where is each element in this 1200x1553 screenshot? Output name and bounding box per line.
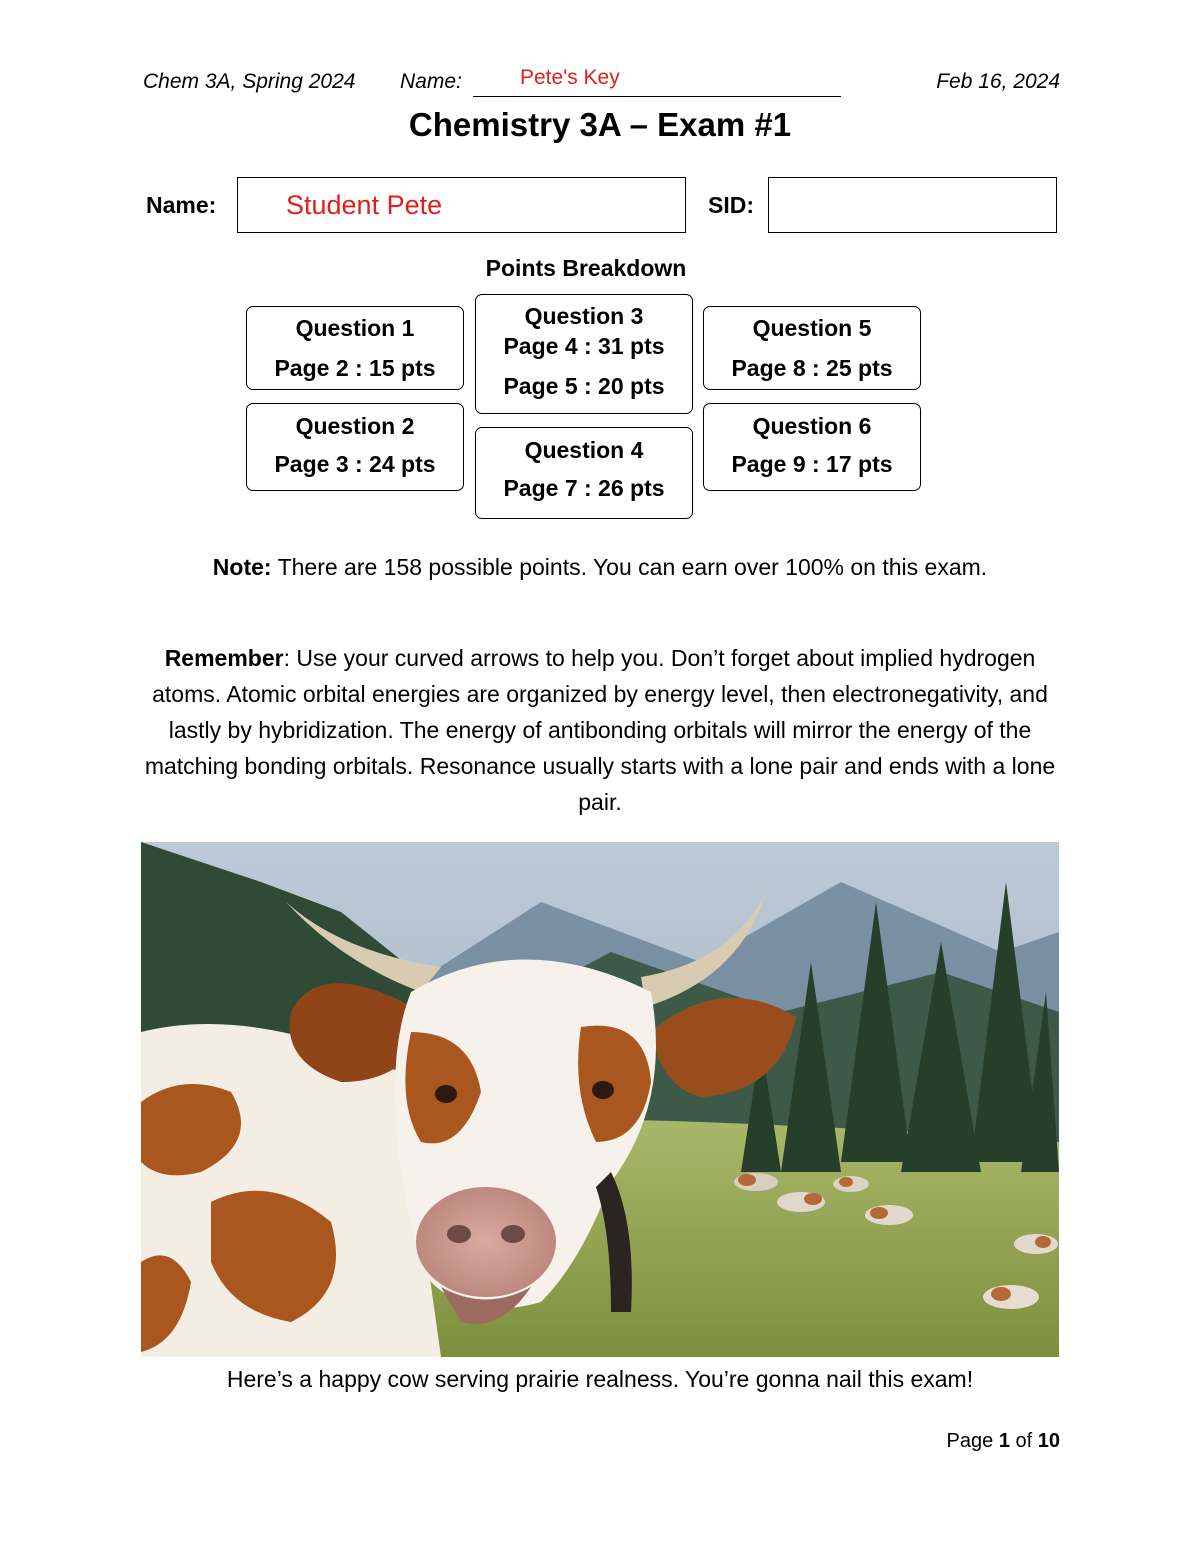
- question-5-box: [703, 306, 921, 390]
- page-prefix: Page: [946, 1430, 994, 1452]
- name-label: Name:: [146, 192, 217, 218]
- question-5-title: Question 5: [752, 315, 872, 341]
- header-name-line: [473, 96, 841, 97]
- page-of: of: [1015, 1430, 1033, 1452]
- note-paragraph: [140, 549, 1060, 585]
- points-breakdown-title: Points Breakdown: [485, 255, 687, 281]
- question-3-points-page5: Page 5 : 20 pts: [503, 373, 665, 399]
- cow-photo: [141, 842, 1059, 1357]
- header-name-label: Name:: [400, 70, 462, 93]
- note-text: There are 158 possible points. You can earn over 100% on this exam.: [277, 554, 988, 580]
- page-title: Chemistry 3A – Exam #1: [408, 106, 792, 143]
- header-key-annotation: Pete's Key: [520, 66, 620, 89]
- photo-caption: Here’s a happy cow serving prairie realness. You’re gonna nail this exam!: [226, 1366, 974, 1392]
- question-1-box: [246, 306, 464, 390]
- question-3-title: Question 3: [524, 303, 644, 329]
- question-6-points: Page 9 : 17 pts: [731, 451, 893, 477]
- question-4-title: Question 4: [524, 437, 644, 463]
- name-value: Student Pete: [286, 190, 443, 220]
- question-2-box: [246, 403, 464, 491]
- question-4-points: Page 7 : 26 pts: [503, 475, 665, 501]
- cow-photo-illustration: [141, 842, 1059, 1357]
- question-1-title: Question 1: [295, 315, 415, 341]
- course-header: Chem 3A, Spring 2024: [143, 70, 356, 93]
- question-2-title: Question 2: [295, 413, 415, 439]
- page-number: [947, 1430, 1060, 1453]
- question-2-points: Page 3 : 24 pts: [274, 451, 436, 477]
- question-4-box: [475, 427, 693, 519]
- question-3-box: [475, 294, 693, 414]
- question-6-box: [703, 403, 921, 491]
- sid-label: SID:: [708, 192, 754, 218]
- page-current: 1: [998, 1430, 1010, 1452]
- remember-paragraph: [130, 640, 1070, 820]
- page-total: 10: [1037, 1430, 1060, 1452]
- remember-label: Remember: [164, 645, 284, 671]
- question-3-points-page4: Page 4 : 31 pts: [503, 333, 665, 359]
- remember-text: : Use your curved arrows to help you. Don’t forget about implied hydrogen atoms. Atomic orbital energies are organized by energy level, then electronegativity, and lastly by hybridization. The energy of antibonding orbitals will mirror the energy of the matching bonding orbitals. Resonance usually starts with a lone pair and ends with a lone pair.: [144, 645, 1056, 815]
- note-label: Note:: [212, 554, 272, 580]
- header-date: Feb 16, 2024: [936, 70, 1060, 93]
- question-1-points: Page 2 : 15 pts: [274, 355, 436, 381]
- sid-field[interactable]: [768, 177, 1057, 233]
- question-6-title: Question 6: [752, 413, 872, 439]
- question-5-points: Page 8 : 25 pts: [731, 355, 893, 381]
